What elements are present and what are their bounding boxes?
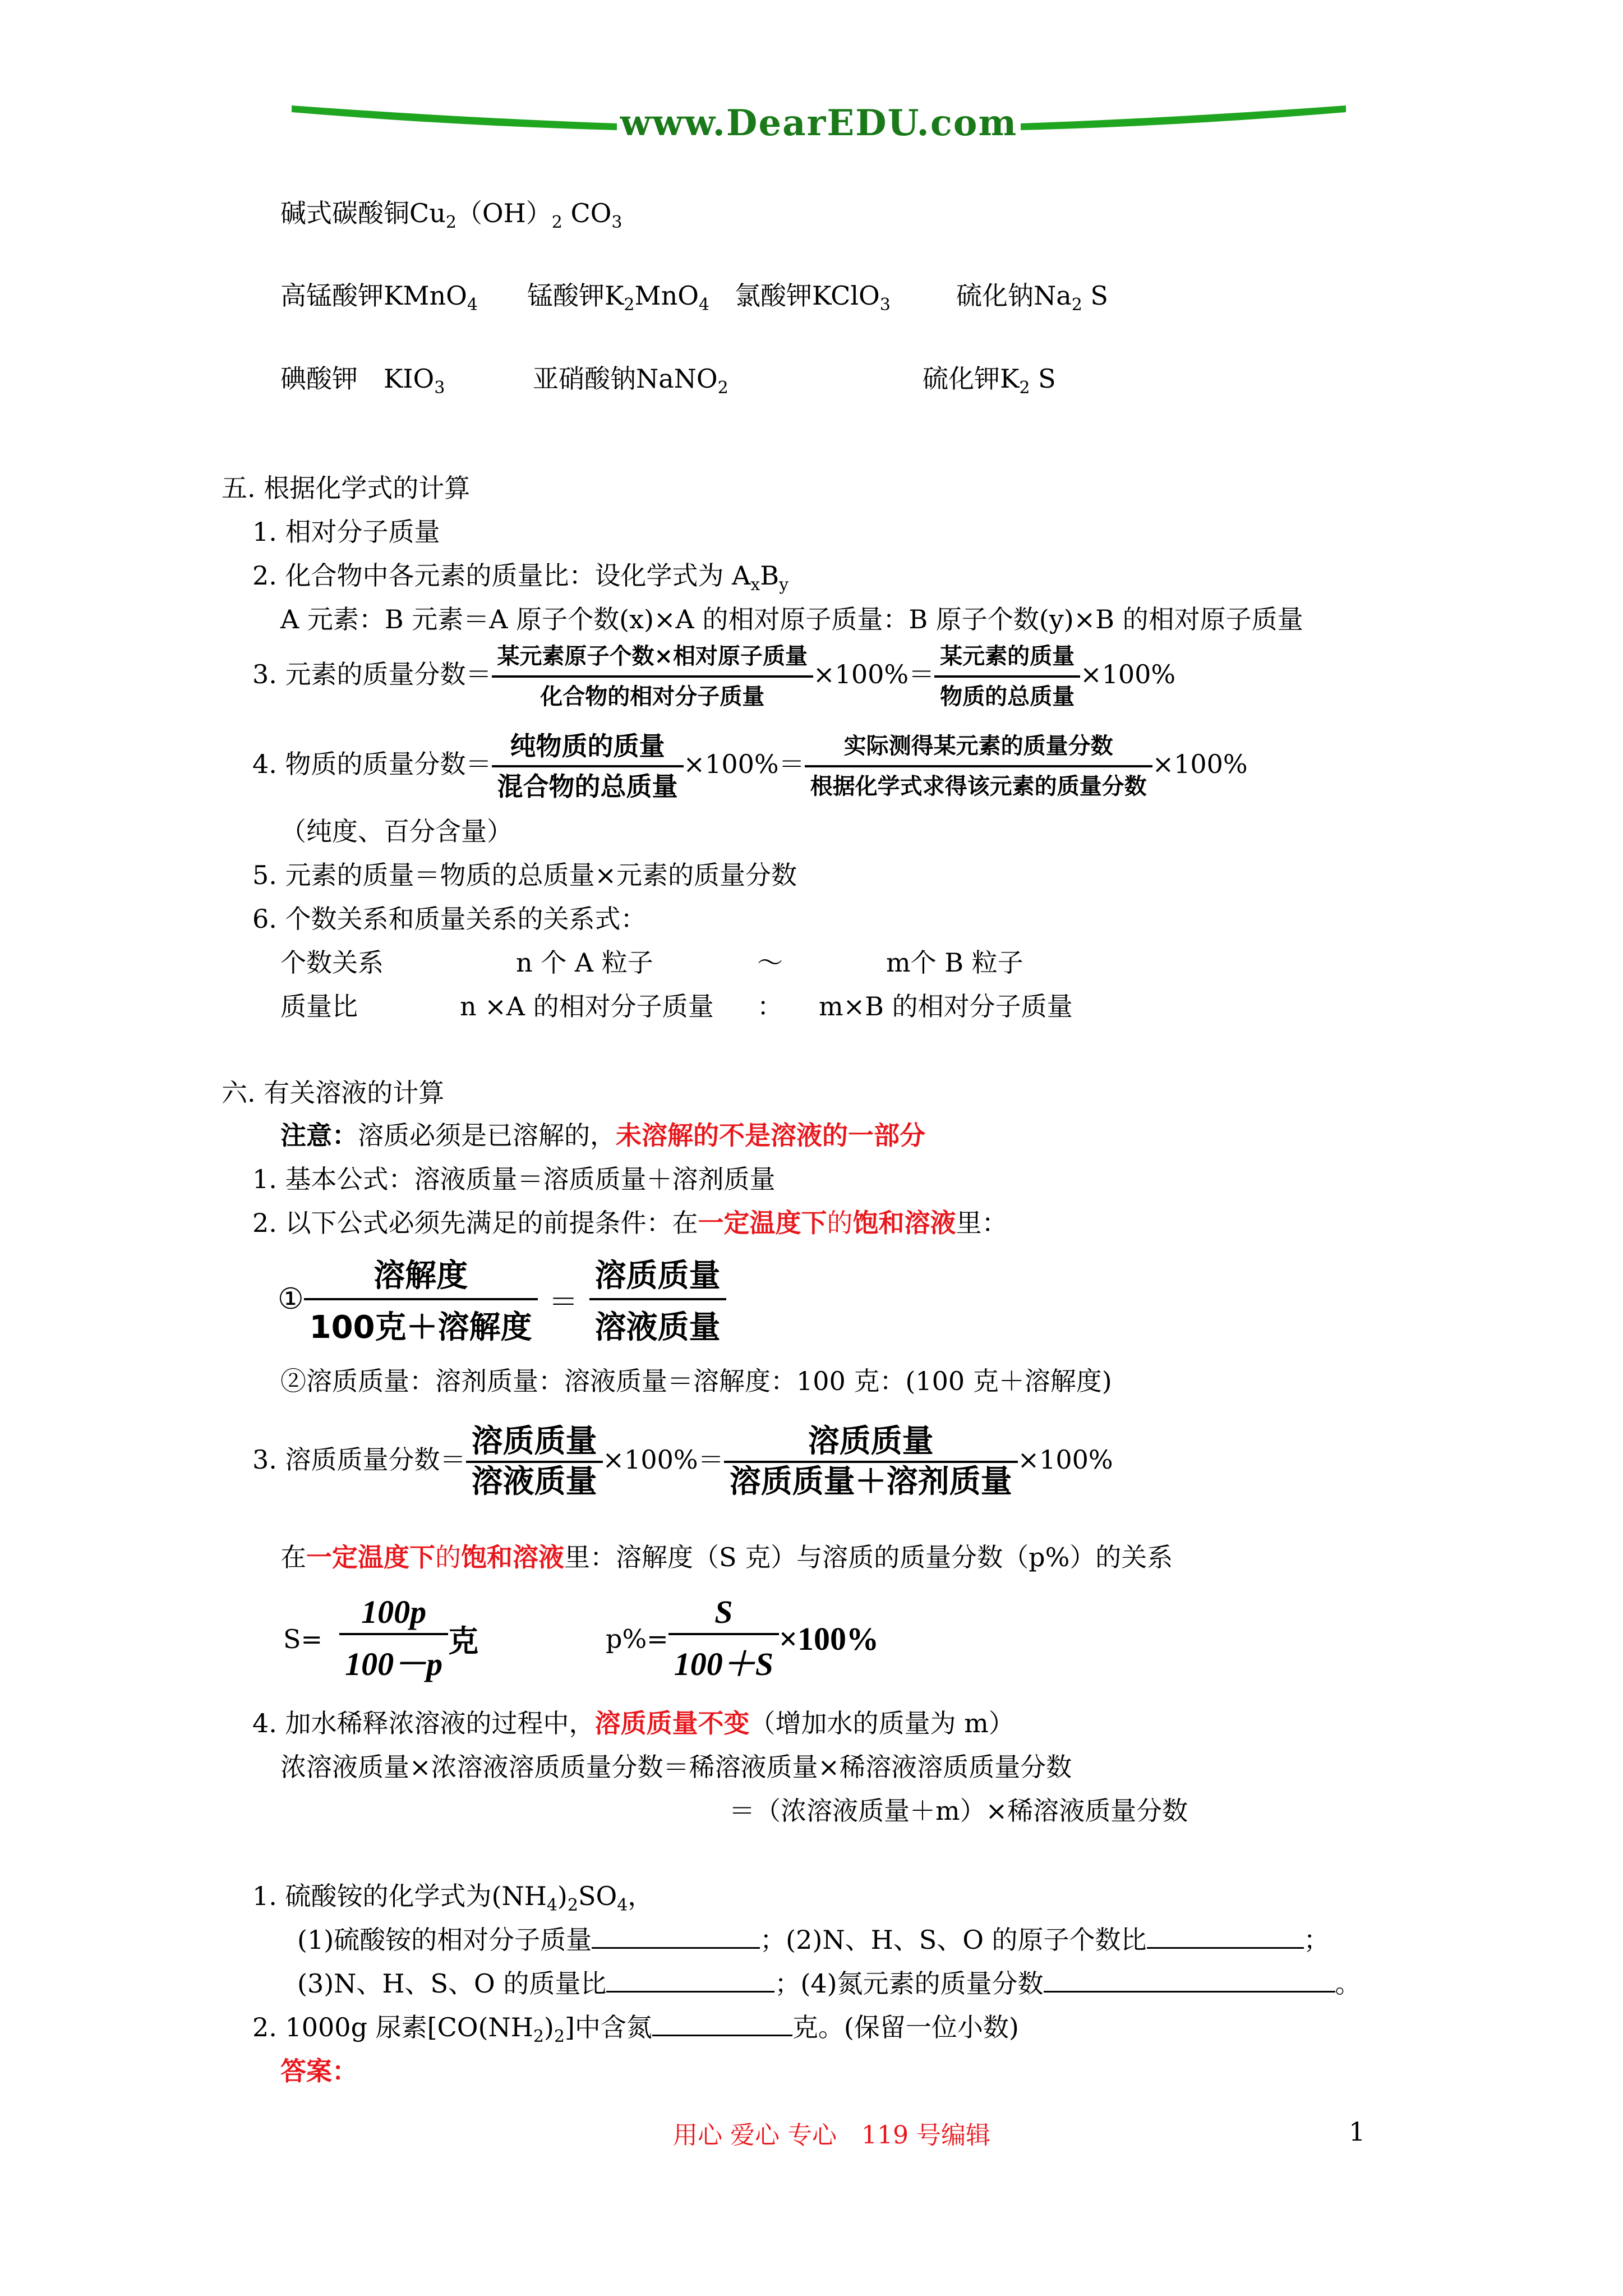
exercise-2: 2. 1000g 尿素$[CO(NH_2)_2]$中含氮 克。(保留一位小数) bbox=[252, 2012, 1019, 2046]
exercise-1-line2: (3)N、H、S、O 的质量比 ；(4)氮元素的质量分数 。 bbox=[297, 1968, 1361, 1999]
section5-title: 五. 根据化学式的计算 bbox=[222, 473, 471, 503]
answer-blank[interactable] bbox=[1147, 1925, 1304, 1949]
percent-from-solubility: p%= $\frac{S}{100+S}$ ×100% bbox=[606, 1593, 879, 1694]
salt-na2s: 硫化钠$Na_2$ S bbox=[956, 280, 1108, 315]
section6-note: 注意：溶质必须是已溶解的，未溶解的不是溶液的一部分 bbox=[280, 1120, 925, 1151]
answer-blank[interactable] bbox=[606, 1968, 774, 1993]
salt-name: 碱式碳酸铜 bbox=[280, 198, 409, 228]
salt-k2s: 硫化钾$K_2$ S bbox=[923, 364, 1056, 398]
mass-fraction-formula-1: $\frac{\text{某元素原子个数×相对原子质量}}{\text{化合物的相对分子质量}}$ bbox=[492, 639, 814, 714]
page-number: 1 bbox=[1349, 2116, 1366, 2147]
exercise-1: 1. 硫酸铵的化学式为$(NH_4)_2SO_4$， bbox=[252, 1881, 654, 1915]
section5-item5: 5. 元素的质量＝物质的总质量×元素的质量分数 bbox=[252, 860, 797, 890]
section5-item4: 4. 物质的质量分数＝ $\frac{\text{纯物质的质量}}{\text{混合物的总质量}}$ ×100%＝ $\frac{\text{实际测得某元素的质量分数}}{\text{根据化学式求得该元素的质量分数}}$ ×100% bbox=[252, 729, 1248, 813]
section6-title: 六. 有关溶液的计算 bbox=[222, 1078, 445, 1108]
salt-nano2: 亚硝酸钠NaNO$_2$ bbox=[533, 364, 728, 398]
section6-relation: 在一定温度下的饱和溶液里：溶解度（S 克）与溶质的质量分数（p%）的关系 bbox=[280, 1542, 1173, 1572]
relation-row-count: 个数关系 n 个 A 粒子 ～ m个 B 粒子 bbox=[280, 947, 1023, 978]
section6-item4-line2: 浓溶液质量×浓溶液溶质质量分数＝稀溶液质量×稀溶液溶质质量分数 bbox=[280, 1752, 1072, 1782]
section5-item6: 6. 个数关系和质量关系的关系式： bbox=[252, 904, 647, 934]
section5-item1: 1. 相对分子质量 bbox=[252, 517, 440, 547]
section5-item4-note: （纯度、百分含量） bbox=[280, 816, 513, 846]
section6-item4: 4. 加水稀释浓溶液的过程中，溶质质量不变（增加水的质量为 m） bbox=[252, 1708, 1015, 1738]
purity-formula-1: $\frac{\text{纯物质的质量}}{\text{混合物的总质量}}$ bbox=[492, 729, 684, 803]
section5-item2-detail: A 元素：B 元素＝A 原子个数(x)×A 的相对原子质量：B 原子个数(y)×B 的相对原子质量 bbox=[280, 604, 1303, 634]
answer-blank[interactable] bbox=[1044, 1968, 1335, 1993]
solubility-from-percent: S= $\frac{100p}{100-p}$ 克 bbox=[283, 1593, 478, 1694]
salt-kmno4: 高锰酸钾KMnO$_4$ bbox=[280, 280, 478, 315]
relation-row-mass: 质量比 n ×A 的相对分子质量 ： m×B 的相对分子质量 bbox=[280, 991, 1073, 1022]
salt-row-1 bbox=[280, 196, 622, 230]
footer-text: 用心 爱心 专心 119 号编辑 bbox=[673, 2121, 990, 2150]
header-banner bbox=[292, 95, 1346, 151]
section6-item1: 1. 基本公式：溶液质量＝溶质质量＋溶剂质量 bbox=[252, 1164, 776, 1194]
salt-kclo3: 氯酸钾KClO$_3$ bbox=[735, 280, 891, 315]
answer-blank[interactable] bbox=[652, 2012, 792, 2036]
section6-item2: 2. 以下公式必须先满足的前提条件：在一定温度下的饱和溶液里： bbox=[252, 1208, 1008, 1238]
salt-formula: $Cu_2(OH)_2$ $CO_3$ bbox=[409, 198, 623, 232]
header-site-name: www.DearEDU.com bbox=[620, 102, 1018, 144]
section6-item4-line3: ＝（浓溶液质量＋m）×稀溶液质量分数 bbox=[729, 1796, 1188, 1826]
solubility-formula-2: ②溶质质量：溶剂质量：溶液质量＝溶解度：100 克：(100 克＋溶解度) bbox=[280, 1366, 1112, 1396]
solubility-formula-1: ① $\frac{\text{溶解度}}{\text{100克＋溶解度}}$ ＝ $\frac{\text{溶质质量}}{\text{溶液质量}}$ bbox=[278, 1251, 726, 1352]
salt-kio3: 碘酸钾 $KIO_3$ bbox=[280, 364, 445, 398]
purity-formula-2: $\frac{\text{实际测得某元素的质量分数}}{\text{根据化学式求得该元素的质量分数}}$ bbox=[805, 729, 1152, 803]
mass-fraction-formula-2: $\frac{\text{某元素的质量}}{\text{物质的总质量}}$ bbox=[934, 639, 1080, 714]
section6-item3: 3. 溶质质量分数＝ $\frac{\text{溶质质量}}{\text{溶液质量}}$ ×100%＝ $\frac{\text{溶质质量}}{\text{溶质质量＋溶剂质量}}$ ×100% bbox=[252, 1423, 1113, 1500]
section5-item2: 2. 化合物中各元素的质量比：设化学式为 $A_xB_y$ bbox=[252, 560, 789, 595]
section5-item3: 3. 元素的质量分数＝ $\frac{\text{某元素原子个数×相对原子质量}}{\text{化合物的相对分子质量}}$ ×100%＝ $\frac{\text{某元素的质量}}{\text{物质的总质量}}$ ×100% bbox=[252, 639, 1175, 718]
exercise-1-line1: (1)硫酸铵的相对分子质量 ；(2)N、H、S、O 的原子个数比 ； bbox=[297, 1925, 1330, 1955]
salt-k2mno4: 锰酸钾$K_2MnO_4$ bbox=[527, 280, 710, 315]
answer-label: 答案： bbox=[280, 2056, 358, 2086]
answer-blank[interactable] bbox=[592, 1925, 760, 1949]
